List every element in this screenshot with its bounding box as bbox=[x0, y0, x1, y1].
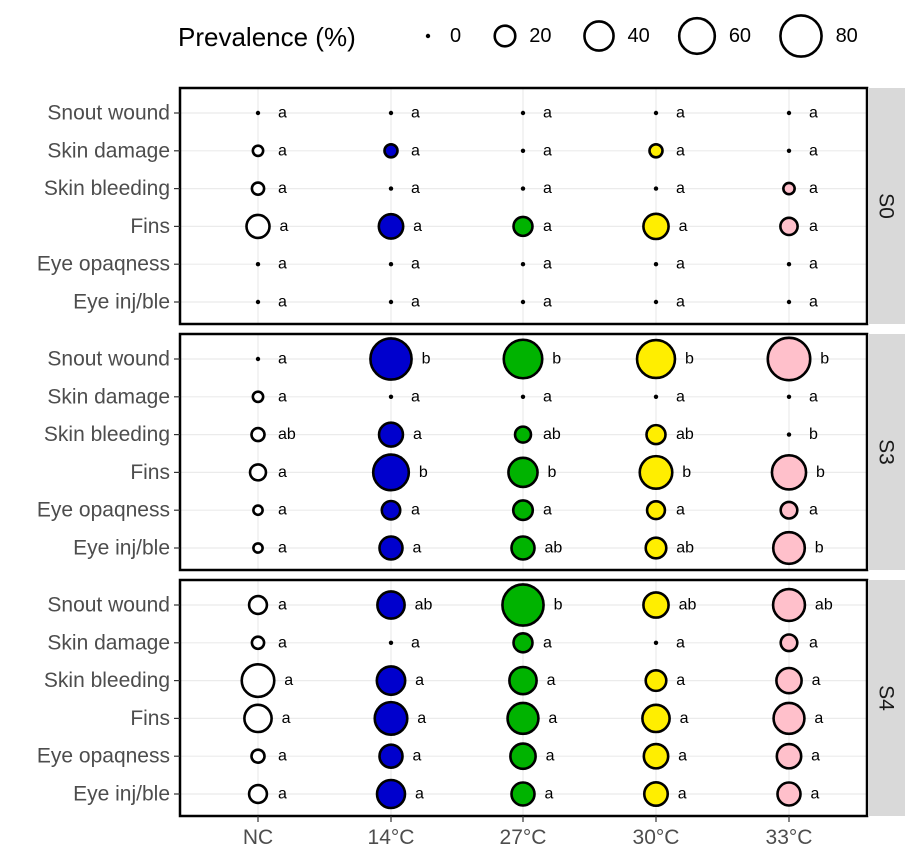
y-tick-label: Fins bbox=[130, 706, 170, 730]
bubble-point bbox=[249, 785, 267, 803]
significance-label: a bbox=[411, 255, 420, 273]
x-tick-label: 30°C bbox=[632, 826, 680, 845]
significance-label: a bbox=[809, 104, 818, 122]
significance-label: a bbox=[548, 709, 558, 727]
bubble-point bbox=[375, 702, 408, 735]
bubble-point bbox=[521, 186, 525, 190]
bubble-point bbox=[252, 637, 264, 649]
significance-label: b bbox=[552, 350, 562, 368]
significance-label: a bbox=[278, 350, 287, 368]
significance-label: a bbox=[417, 709, 427, 727]
bubble-point bbox=[389, 395, 393, 399]
bubble-point bbox=[508, 458, 537, 487]
bubble-point bbox=[783, 183, 794, 194]
bubble-point bbox=[380, 537, 403, 560]
significance-label: a bbox=[543, 634, 552, 652]
legend-label: 40 bbox=[627, 25, 650, 47]
significance-label: a bbox=[284, 672, 294, 690]
bubble-point bbox=[377, 666, 405, 694]
significance-label: a bbox=[278, 388, 287, 406]
bubble-point bbox=[643, 214, 668, 239]
significance-label: a bbox=[414, 785, 424, 803]
significance-label: a bbox=[411, 104, 420, 122]
significance-label: a bbox=[677, 785, 687, 803]
y-tick-label: Snout wound bbox=[47, 347, 170, 371]
significance-label: b bbox=[820, 350, 830, 368]
legend-label: 0 bbox=[450, 25, 462, 47]
significance-label: a bbox=[278, 255, 287, 273]
significance-label: a bbox=[809, 293, 818, 311]
bubble-point bbox=[787, 395, 791, 399]
y-tick-label: Snout wound bbox=[47, 593, 170, 617]
y-tick-label: Eye opaqness bbox=[36, 744, 170, 768]
bubble-point bbox=[654, 395, 658, 399]
x-axis bbox=[243, 816, 813, 845]
bubble-point bbox=[251, 428, 264, 441]
y-tick-label: Skin bleeding bbox=[43, 669, 170, 693]
significance-label: b bbox=[547, 463, 557, 481]
bubble-point bbox=[379, 423, 403, 447]
bubble-point bbox=[787, 432, 791, 436]
significance-label: a bbox=[809, 501, 818, 519]
bubble-point bbox=[380, 745, 403, 768]
significance-label: a bbox=[676, 672, 686, 690]
y-tick-label: Fins bbox=[130, 460, 170, 484]
bubble-point bbox=[787, 262, 791, 266]
y-tick-label: Skin damage bbox=[47, 385, 170, 409]
significance-label: a bbox=[809, 388, 818, 406]
significance-label: a bbox=[278, 596, 287, 614]
panel-s4 bbox=[37, 580, 905, 816]
significance-label: a bbox=[543, 180, 552, 198]
significance-label: a bbox=[412, 426, 422, 444]
bubble-point bbox=[644, 744, 668, 768]
significance-label: a bbox=[278, 501, 287, 519]
legend-title: Prevalence (%) bbox=[178, 22, 356, 52]
bubble-point bbox=[382, 501, 400, 519]
bubble-point bbox=[787, 149, 791, 153]
significance-label: a bbox=[809, 634, 818, 652]
significance-label: a bbox=[412, 539, 422, 557]
bubble-point bbox=[787, 111, 791, 115]
significance-label: b bbox=[684, 350, 694, 368]
significance-label: a bbox=[278, 104, 287, 122]
bubble-point bbox=[508, 703, 539, 734]
significance-label: a bbox=[412, 747, 422, 765]
bubble-point bbox=[768, 338, 810, 380]
bubble-point bbox=[252, 183, 264, 195]
y-tick-label: Eye opaqness bbox=[36, 252, 170, 276]
significance-label: ab bbox=[278, 426, 296, 444]
y-tick-label: Snout wound bbox=[47, 101, 170, 125]
significance-label: a bbox=[411, 293, 420, 311]
bubble-point bbox=[787, 300, 791, 304]
bubble-point bbox=[521, 262, 525, 266]
significance-label: a bbox=[411, 501, 420, 519]
bubble-point bbox=[646, 670, 667, 691]
facet-strip-label: S3 bbox=[874, 439, 898, 465]
legend-key-point bbox=[584, 21, 613, 50]
bubble-point bbox=[242, 664, 275, 697]
significance-label: ab bbox=[676, 426, 694, 444]
bubble-point bbox=[379, 214, 403, 238]
bubble-point bbox=[251, 750, 264, 763]
significance-label: a bbox=[411, 180, 420, 198]
legend-key-point bbox=[426, 34, 430, 38]
significance-label: a bbox=[811, 747, 821, 765]
significance-label: a bbox=[278, 785, 287, 803]
significance-label: a bbox=[278, 463, 287, 481]
significance-label: b bbox=[421, 350, 431, 368]
bubble-point bbox=[521, 395, 525, 399]
bubble-point bbox=[256, 111, 260, 115]
bubble-point bbox=[377, 780, 405, 808]
bubble-point bbox=[377, 591, 404, 618]
bubble-point bbox=[773, 532, 805, 564]
y-tick-label: Skin damage bbox=[47, 631, 170, 655]
significance-label: a bbox=[814, 709, 824, 727]
bubble-point bbox=[521, 149, 525, 153]
significance-label: a bbox=[678, 747, 688, 765]
bubble-point bbox=[512, 783, 535, 806]
bubble-point bbox=[512, 537, 535, 560]
bubble-point bbox=[654, 186, 658, 190]
significance-label: a bbox=[278, 747, 287, 765]
significance-label: a bbox=[279, 217, 289, 235]
significance-label: ab bbox=[543, 426, 561, 444]
significance-label: a bbox=[543, 142, 552, 160]
bubble-point bbox=[521, 111, 525, 115]
bubble-point bbox=[373, 455, 409, 491]
bubble-point bbox=[776, 668, 801, 693]
significance-label: ab bbox=[676, 539, 695, 557]
significance-label: b bbox=[809, 426, 818, 444]
significance-label: a bbox=[543, 104, 552, 122]
bubble-point bbox=[521, 300, 525, 304]
facet-strip-label: S0 bbox=[874, 193, 898, 219]
legend-key-point bbox=[495, 26, 516, 47]
significance-label: a bbox=[809, 180, 818, 198]
bubble-point bbox=[654, 641, 658, 645]
y-tick-label: Eye inj/ble bbox=[73, 536, 170, 560]
significance-label: a bbox=[679, 709, 689, 727]
x-tick-label: 14°C bbox=[367, 826, 415, 845]
significance-label: a bbox=[809, 217, 818, 235]
significance-label: a bbox=[411, 142, 420, 160]
x-tick-label: 33°C bbox=[765, 826, 813, 845]
bubble-point bbox=[514, 633, 533, 652]
bubble-point bbox=[654, 262, 658, 266]
significance-label: a bbox=[810, 785, 820, 803]
bubble-point bbox=[370, 338, 411, 379]
bubble-point bbox=[247, 215, 270, 238]
bubble-point bbox=[389, 262, 393, 266]
bubble-point bbox=[256, 357, 260, 361]
significance-label: a bbox=[676, 293, 685, 311]
legend-key-point bbox=[679, 18, 715, 54]
bubble-point bbox=[389, 111, 393, 115]
legend-label: 80 bbox=[835, 25, 858, 47]
bubble-point bbox=[780, 218, 797, 235]
bubble-point bbox=[253, 392, 263, 402]
bubble-point bbox=[384, 144, 397, 157]
significance-label: ab bbox=[414, 596, 433, 614]
significance-label: a bbox=[544, 785, 554, 803]
significance-label: a bbox=[676, 501, 685, 519]
bubble-point bbox=[781, 635, 798, 652]
significance-label: a bbox=[411, 634, 420, 652]
significance-label: a bbox=[676, 255, 685, 273]
facet-strip-label: S4 bbox=[874, 685, 898, 711]
bubble-point bbox=[642, 705, 669, 732]
significance-label: a bbox=[543, 255, 552, 273]
significance-label: a bbox=[676, 180, 685, 198]
y-tick-label: Skin bleeding bbox=[43, 177, 170, 201]
bubble-point bbox=[654, 300, 658, 304]
significance-label: a bbox=[809, 142, 818, 160]
significance-label: ab bbox=[814, 596, 833, 614]
significance-label: a bbox=[411, 388, 420, 406]
bubble-point bbox=[640, 456, 673, 489]
bubble-point bbox=[389, 186, 393, 190]
significance-label: a bbox=[676, 104, 685, 122]
bubble-point bbox=[256, 300, 260, 304]
significance-label: a bbox=[413, 217, 423, 235]
significance-label: a bbox=[278, 293, 287, 311]
significance-label: a bbox=[543, 293, 552, 311]
bubble-point bbox=[646, 538, 667, 559]
bubble-point bbox=[250, 464, 266, 480]
bubble-point bbox=[774, 703, 805, 734]
y-tick-label: Fins bbox=[130, 214, 170, 238]
bubble-point bbox=[772, 455, 806, 489]
significance-label: b bbox=[553, 596, 563, 614]
bubble-point bbox=[781, 502, 798, 519]
y-tick-label: Eye inj/ble bbox=[73, 290, 170, 314]
bubble-point bbox=[649, 144, 662, 157]
significance-label: b bbox=[816, 463, 825, 481]
significance-label: a bbox=[546, 672, 556, 690]
legend-key-point bbox=[780, 15, 821, 56]
bubble-point bbox=[389, 641, 393, 645]
significance-label: a bbox=[278, 634, 287, 652]
y-tick-label: Skin bleeding bbox=[43, 423, 170, 447]
significance-label: b bbox=[418, 463, 428, 481]
y-tick-label: Skin damage bbox=[47, 139, 170, 163]
bubble-point bbox=[504, 340, 542, 378]
significance-label: a bbox=[543, 388, 552, 406]
significance-label: a bbox=[676, 634, 685, 652]
significance-label: a bbox=[676, 388, 685, 406]
y-tick-label: Eye inj/ble bbox=[73, 782, 170, 806]
bubble-point bbox=[510, 744, 535, 769]
bubble-point bbox=[513, 500, 533, 520]
y-tick-label: Eye opaqness bbox=[36, 498, 170, 522]
bubble-point bbox=[253, 506, 262, 515]
significance-label: b bbox=[682, 463, 692, 481]
x-tick-label: NC bbox=[242, 826, 274, 845]
x-tick-label: 27°C bbox=[499, 826, 547, 845]
significance-label: ab bbox=[544, 539, 563, 557]
significance-label: a bbox=[278, 180, 287, 198]
bubble-point bbox=[643, 592, 668, 617]
bubble-point bbox=[644, 782, 667, 805]
bubble-point bbox=[777, 744, 801, 768]
legend-label: 60 bbox=[728, 25, 752, 47]
bubble-point bbox=[515, 427, 531, 443]
significance-label: a bbox=[543, 501, 552, 519]
bubble-point bbox=[778, 783, 801, 806]
bubble-point bbox=[637, 340, 675, 378]
bubble-point bbox=[509, 667, 536, 694]
bubble-point bbox=[773, 589, 805, 621]
bubble-point bbox=[256, 262, 260, 266]
legend-label: 20 bbox=[529, 25, 552, 47]
significance-label: a bbox=[676, 142, 685, 160]
significance-label: a bbox=[678, 217, 688, 235]
significance-label: ab bbox=[678, 596, 697, 614]
significance-label: a bbox=[545, 747, 555, 765]
legend bbox=[178, 15, 858, 56]
bubble-point bbox=[647, 501, 665, 519]
panel-s0 bbox=[37, 88, 905, 324]
bubble-point bbox=[253, 146, 263, 156]
significance-label: a bbox=[809, 255, 818, 273]
significance-label: a bbox=[543, 217, 552, 235]
bubble-point bbox=[244, 705, 271, 732]
significance-label: b bbox=[814, 539, 824, 557]
bubble-point bbox=[514, 217, 533, 236]
significance-label: a bbox=[281, 709, 291, 727]
bubble-point bbox=[502, 584, 543, 625]
significance-label: a bbox=[415, 672, 425, 690]
panel-s3 bbox=[37, 334, 905, 570]
bubble-point bbox=[249, 596, 267, 614]
bubble-point bbox=[654, 111, 658, 115]
significance-label: a bbox=[811, 672, 821, 690]
panels bbox=[37, 88, 905, 816]
bubble-point bbox=[389, 300, 393, 304]
bubble-point bbox=[253, 543, 262, 552]
significance-label: a bbox=[278, 539, 287, 557]
significance-label: a bbox=[278, 142, 287, 160]
bubble-point bbox=[647, 425, 666, 444]
